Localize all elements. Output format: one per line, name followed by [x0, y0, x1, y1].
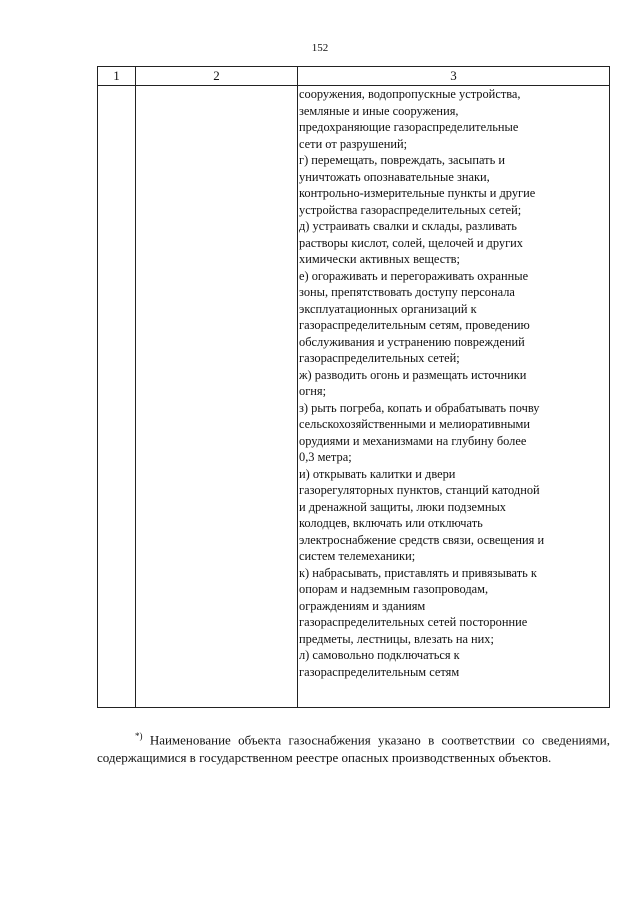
- table-text-line: контрольно-измерительные пункты и другие: [299, 186, 536, 200]
- table-text-line: и) открывать калитки и двери: [299, 466, 456, 481]
- column-3-content: [299, 86, 605, 680]
- column-header-2: 2: [213, 68, 220, 83]
- table-text-line: 0,3 метра;: [299, 450, 352, 464]
- table-text-line: к) набрасывать, приставлять и привязывать к: [299, 565, 537, 580]
- table-text-line: сети от разрушений;: [299, 136, 408, 151]
- table-text-line: обслуживания и устранению повреждений: [299, 334, 525, 349]
- table-text-line: е) огораживать и перегораживать охранные: [299, 268, 529, 283]
- column-header-1: 1: [113, 68, 120, 83]
- column-header-3: 3: [450, 68, 457, 83]
- footnote-text: Наименование объекта газоснабжения указано в соответствии со сведениями, содержащимися в государственном реестре опасных производственных объектов.: [97, 732, 611, 766]
- column-divider: [135, 67, 136, 707]
- table-text-line: предохраняющие газораспределительные: [299, 120, 519, 134]
- table-text-line: опорам и надземным газопроводам,: [299, 582, 489, 596]
- table-text-line: уничтожать опознавательные знаки,: [299, 169, 490, 184]
- column-divider: [297, 67, 298, 707]
- table-text-line: растворы кислот, солей, щелочей и других: [299, 235, 523, 250]
- table-text-line: и дренажной защиты, люки подземных: [299, 499, 506, 514]
- table-text-line: предметы, лестницы, влезать на них;: [299, 631, 494, 646]
- table-text-line: ж) разводить огонь и размещать источники: [299, 367, 527, 382]
- table-text-line: газораспределительным сетям, проведению: [299, 318, 530, 332]
- table-text-line: химически активных веществ;: [299, 252, 460, 266]
- table-text-line: газораспределительных сетей;: [299, 351, 460, 365]
- table-text-line: газорегуляторных пунктов, станций катодной: [299, 483, 540, 497]
- table-text-line: сельскохозяйственными и мелиоративными: [299, 417, 531, 431]
- table-text-line: ограждениям и зданиям: [299, 598, 426, 613]
- table-text-line: огня;: [299, 384, 327, 398]
- table-text-line: орудиями и механизмами на глубину более: [299, 433, 527, 448]
- table-text-line: систем телемеханики;: [299, 549, 416, 563]
- table-text-line: г) перемещать, повреждать, засыпать и: [299, 153, 505, 167]
- table-text-line: эксплуатационных организаций к: [299, 301, 477, 316]
- table-text-line: л) самовольно подключаться к: [299, 648, 460, 662]
- table-text-line: газораспределительным сетям: [299, 664, 460, 679]
- footnote-marker: *): [135, 731, 143, 741]
- page-number: 152: [311, 42, 329, 54]
- table-text-line: электроснабжение средств связи, освещения и: [299, 532, 545, 547]
- footnote: [97, 727, 610, 767]
- footnote-paragraph: [97, 727, 610, 767]
- table-text-line: земляные и иные сооружения,: [299, 103, 459, 118]
- table-text-line: д) устраивать свалки и склады, разливать: [299, 219, 517, 233]
- table-text-line: колодцев, включать или отключать: [299, 516, 483, 530]
- table-text-line: газораспределительных сетей посторонние: [299, 615, 528, 629]
- table-text-line: сооружения, водопропускные устройства,: [299, 87, 521, 101]
- table-text-line: устройства газораспределительных сетей;: [299, 202, 522, 217]
- table-text-line: зоны, препятствовать доступу персонала: [299, 285, 515, 299]
- table-text-line: з) рыть погреба, копать и обрабатывать почву: [299, 400, 540, 415]
- regulation-table: [97, 66, 610, 708]
